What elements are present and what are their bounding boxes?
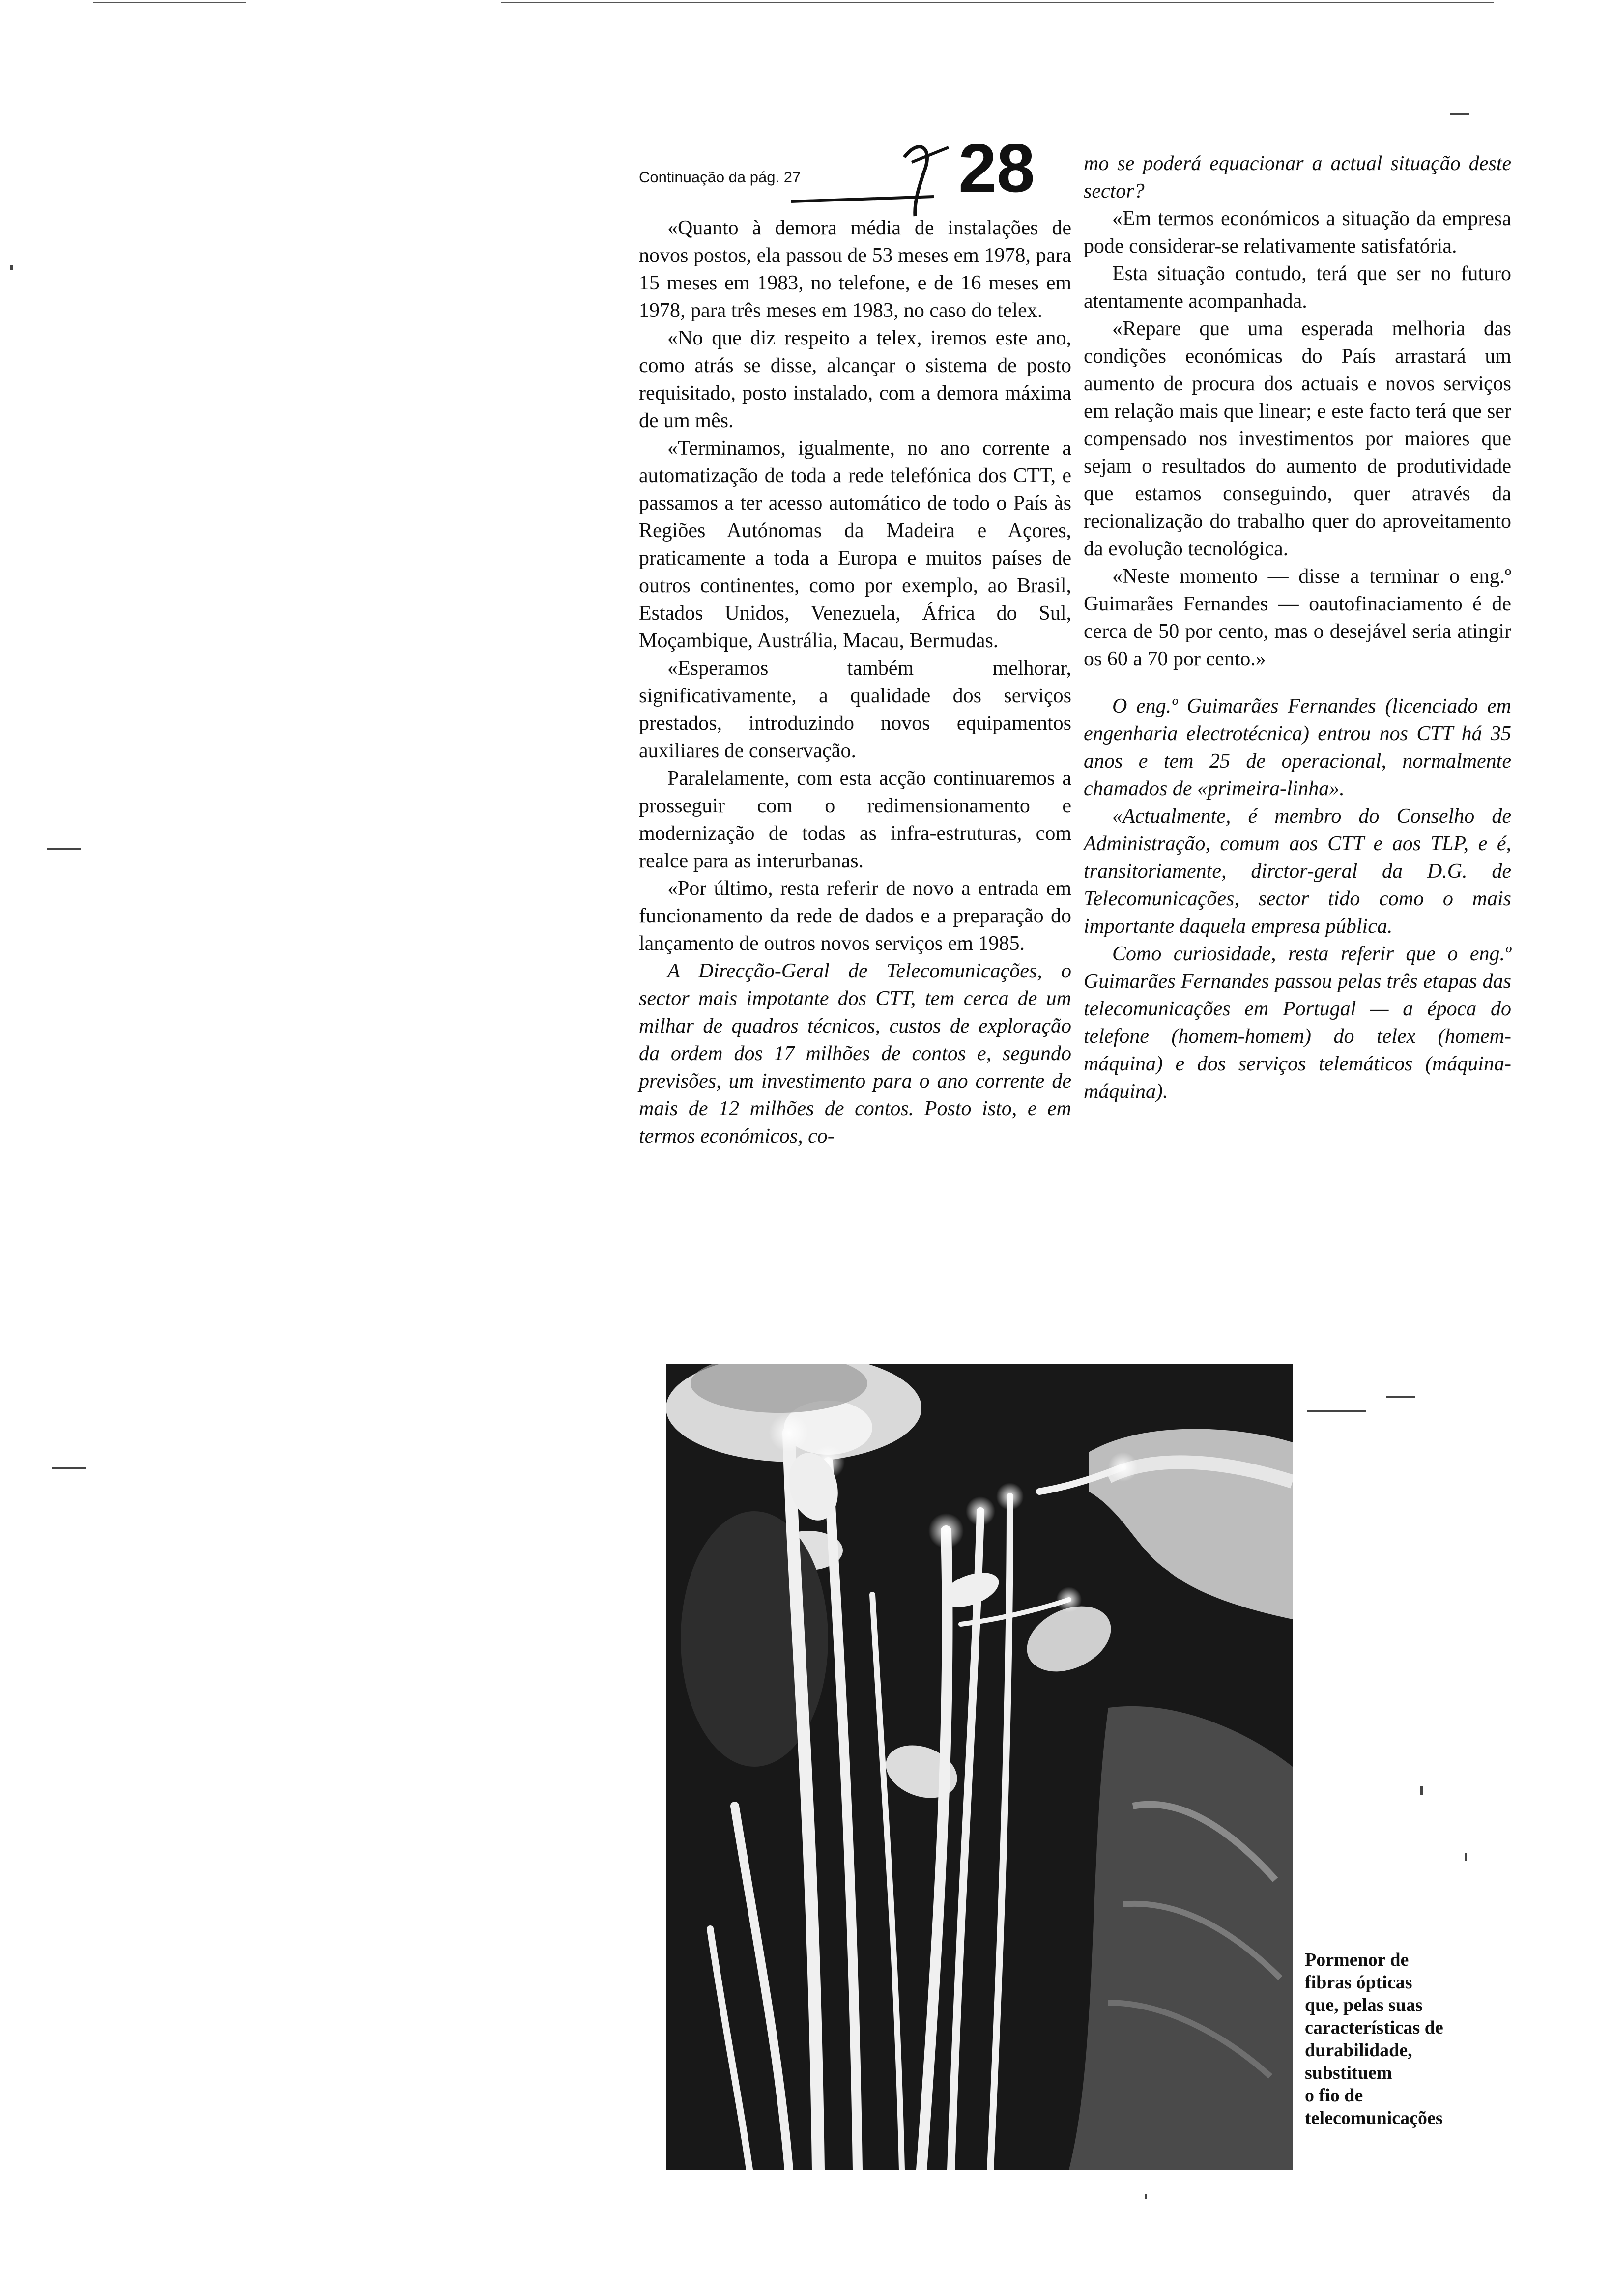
left-column-paragraph: «No que diz respeito a telex, iremos este ano, como atrás se disse, alcançar o sistema de posto requisitado, posto instalado, com a demora máxima de um mês. [639, 327, 1071, 432]
continuation-note: Continuação da pág. 27 [639, 169, 801, 186]
right-column-paragraph: «Repare que uma esperada melhoria das condições económicas do País arrastará um aumento de procura dos actuais e novos serviços em relação mais que linear; e este facto terá que ser compensado nos investimentos por maiores que sejam o resultados do aumento de produtividade que estamos conseguindo, quer através da recionalização do trabalho quer do aproveitamento da evolução tecnológica. [1084, 317, 1511, 560]
caption-line: telecomunicações [1305, 2108, 1443, 2128]
scan-speck [1386, 1396, 1415, 1398]
scan-speck [1307, 1410, 1366, 1412]
caption-line: que, pelas suas [1305, 1995, 1423, 2015]
scan-speck [52, 1467, 86, 1469]
scan-speck [1145, 2194, 1147, 2199]
left-column-paragraph: A Direcção-Geral de Telecomunicações, o sector mais impotante dos CTT, tem cerca de um milhar de quadros técnicos, custos de exploração da ordem dos 17 milhões de contos e, segundo previsões, um investimento para o ano corrente de mais de 12 milhões de contos. Posto isto, e em termos económicos, co- [639, 960, 1071, 1148]
left-column-paragraph: «Por último, resta referir de novo a entrada em funcionamento da rede de dados e a preparação do lançamento de outros novos serviços em 1985. [639, 877, 1071, 955]
scan-speck [1420, 1786, 1423, 1795]
scan-speck [10, 265, 13, 270]
scan-edge-line [93, 2, 246, 3]
optical-fiber-illustration [666, 1364, 1293, 2170]
scan-edge-line [501, 2, 1494, 3]
caption-line: substituem [1305, 2063, 1392, 2083]
right-column-paragraph: «Em termos económicos a situação da empresa pode considerar-se relativamente satisfatória. [1084, 207, 1511, 258]
left-column-paragraph: «Esperamos também melhorar, significativamente, a qualidade dos serviços prestados, introduzindo novos equipamentos auxiliares de conservação. [639, 657, 1071, 762]
right-column-paragraph: Como curiosidade, resta referir que o eng.º Guimarães Fernandes passou pelas três etapas das telecomunicações em Portugal — a época do telefone (homem-homem) do telex (homem-máquina) e dos serviços telemáticos (máquina-máquina). [1084, 943, 1511, 1103]
caption-line: durabilidade, [1305, 2040, 1412, 2061]
right-column-paragraph: mo se poderá equacionar a actual situação deste sector? [1084, 152, 1511, 202]
right-column-paragraph: «Neste momento — disse a terminar o eng.º Guimarães Fernandes — oautofinaciamento é de cerca de 50 por cento, mas o desejável seria atingir os 60 a 70 por cento.» [1084, 565, 1511, 670]
scan-speck [1465, 1853, 1467, 1861]
left-column-paragraph: «Terminamos, igualmente, no ano corrente a automatização de toda a rede telefónica dos CTT, e passamos a ter acesso automático de todo o País às Regiões Autónomas da Madeira e Açores, praticamente a toda a Europa e muitos países de outros continentes, como por exemplo, ao Brasil, Estados Unidos, Venezuela, África do Sul, Moçambique, Austrália, Macau, Bermudas. [639, 437, 1071, 652]
handwritten-number-text: 28 [958, 129, 1035, 206]
photo-caption [1305, 1949, 1482, 2129]
scan-speck [47, 848, 81, 850]
caption-line: Pormenor de [1305, 1950, 1409, 1970]
paragraph-spacer [1084, 673, 1511, 692]
caption-line: características de [1305, 2017, 1443, 2038]
left-column-paragraph: «Quanto à demora média de instalações de novos postos, ela passou de 53 meses em 1978, para 15 meses em 1983, no telefone, e de 16 meses em 1978, para três meses em 1983, no caso do telex. [639, 217, 1071, 322]
right-column-paragraph: O eng.º Guimarães Fernandes (licenciado em engenharia electrotécnica) entrou nos CTT há 35 anos e tem 25 de operacional, normalmente chamados de «primeira-linha». [1084, 695, 1511, 800]
caption-line: o fio de [1305, 2085, 1363, 2106]
scan-speck [1450, 113, 1469, 115]
left-column-paragraph: Paralelamente, com esta acção continuaremos a prosseguir com o redimensionamento e modernização de todas as infra-estruturas, com realce para as interurbanas. [639, 767, 1071, 872]
article-right-column [1084, 150, 1511, 1105]
handwritten-page-number [786, 128, 1052, 221]
right-column-paragraph: «Actualmente, é membro do Conselho de Administração, comum aos CTT e aos TLP, e é, transitoriamente, dirctor-geral da D.G. de Telecomunicações, sector tido como o mais importante daquela empresa pública. [1084, 805, 1511, 938]
caption-line: fibras ópticas [1305, 1972, 1412, 1993]
right-column-paragraph: Esta situação contudo, terá que ser no futuro atentamente acompanhada. [1084, 262, 1511, 313]
optical-fiber-photo [666, 1364, 1293, 2170]
article-left-column [639, 214, 1071, 1150]
